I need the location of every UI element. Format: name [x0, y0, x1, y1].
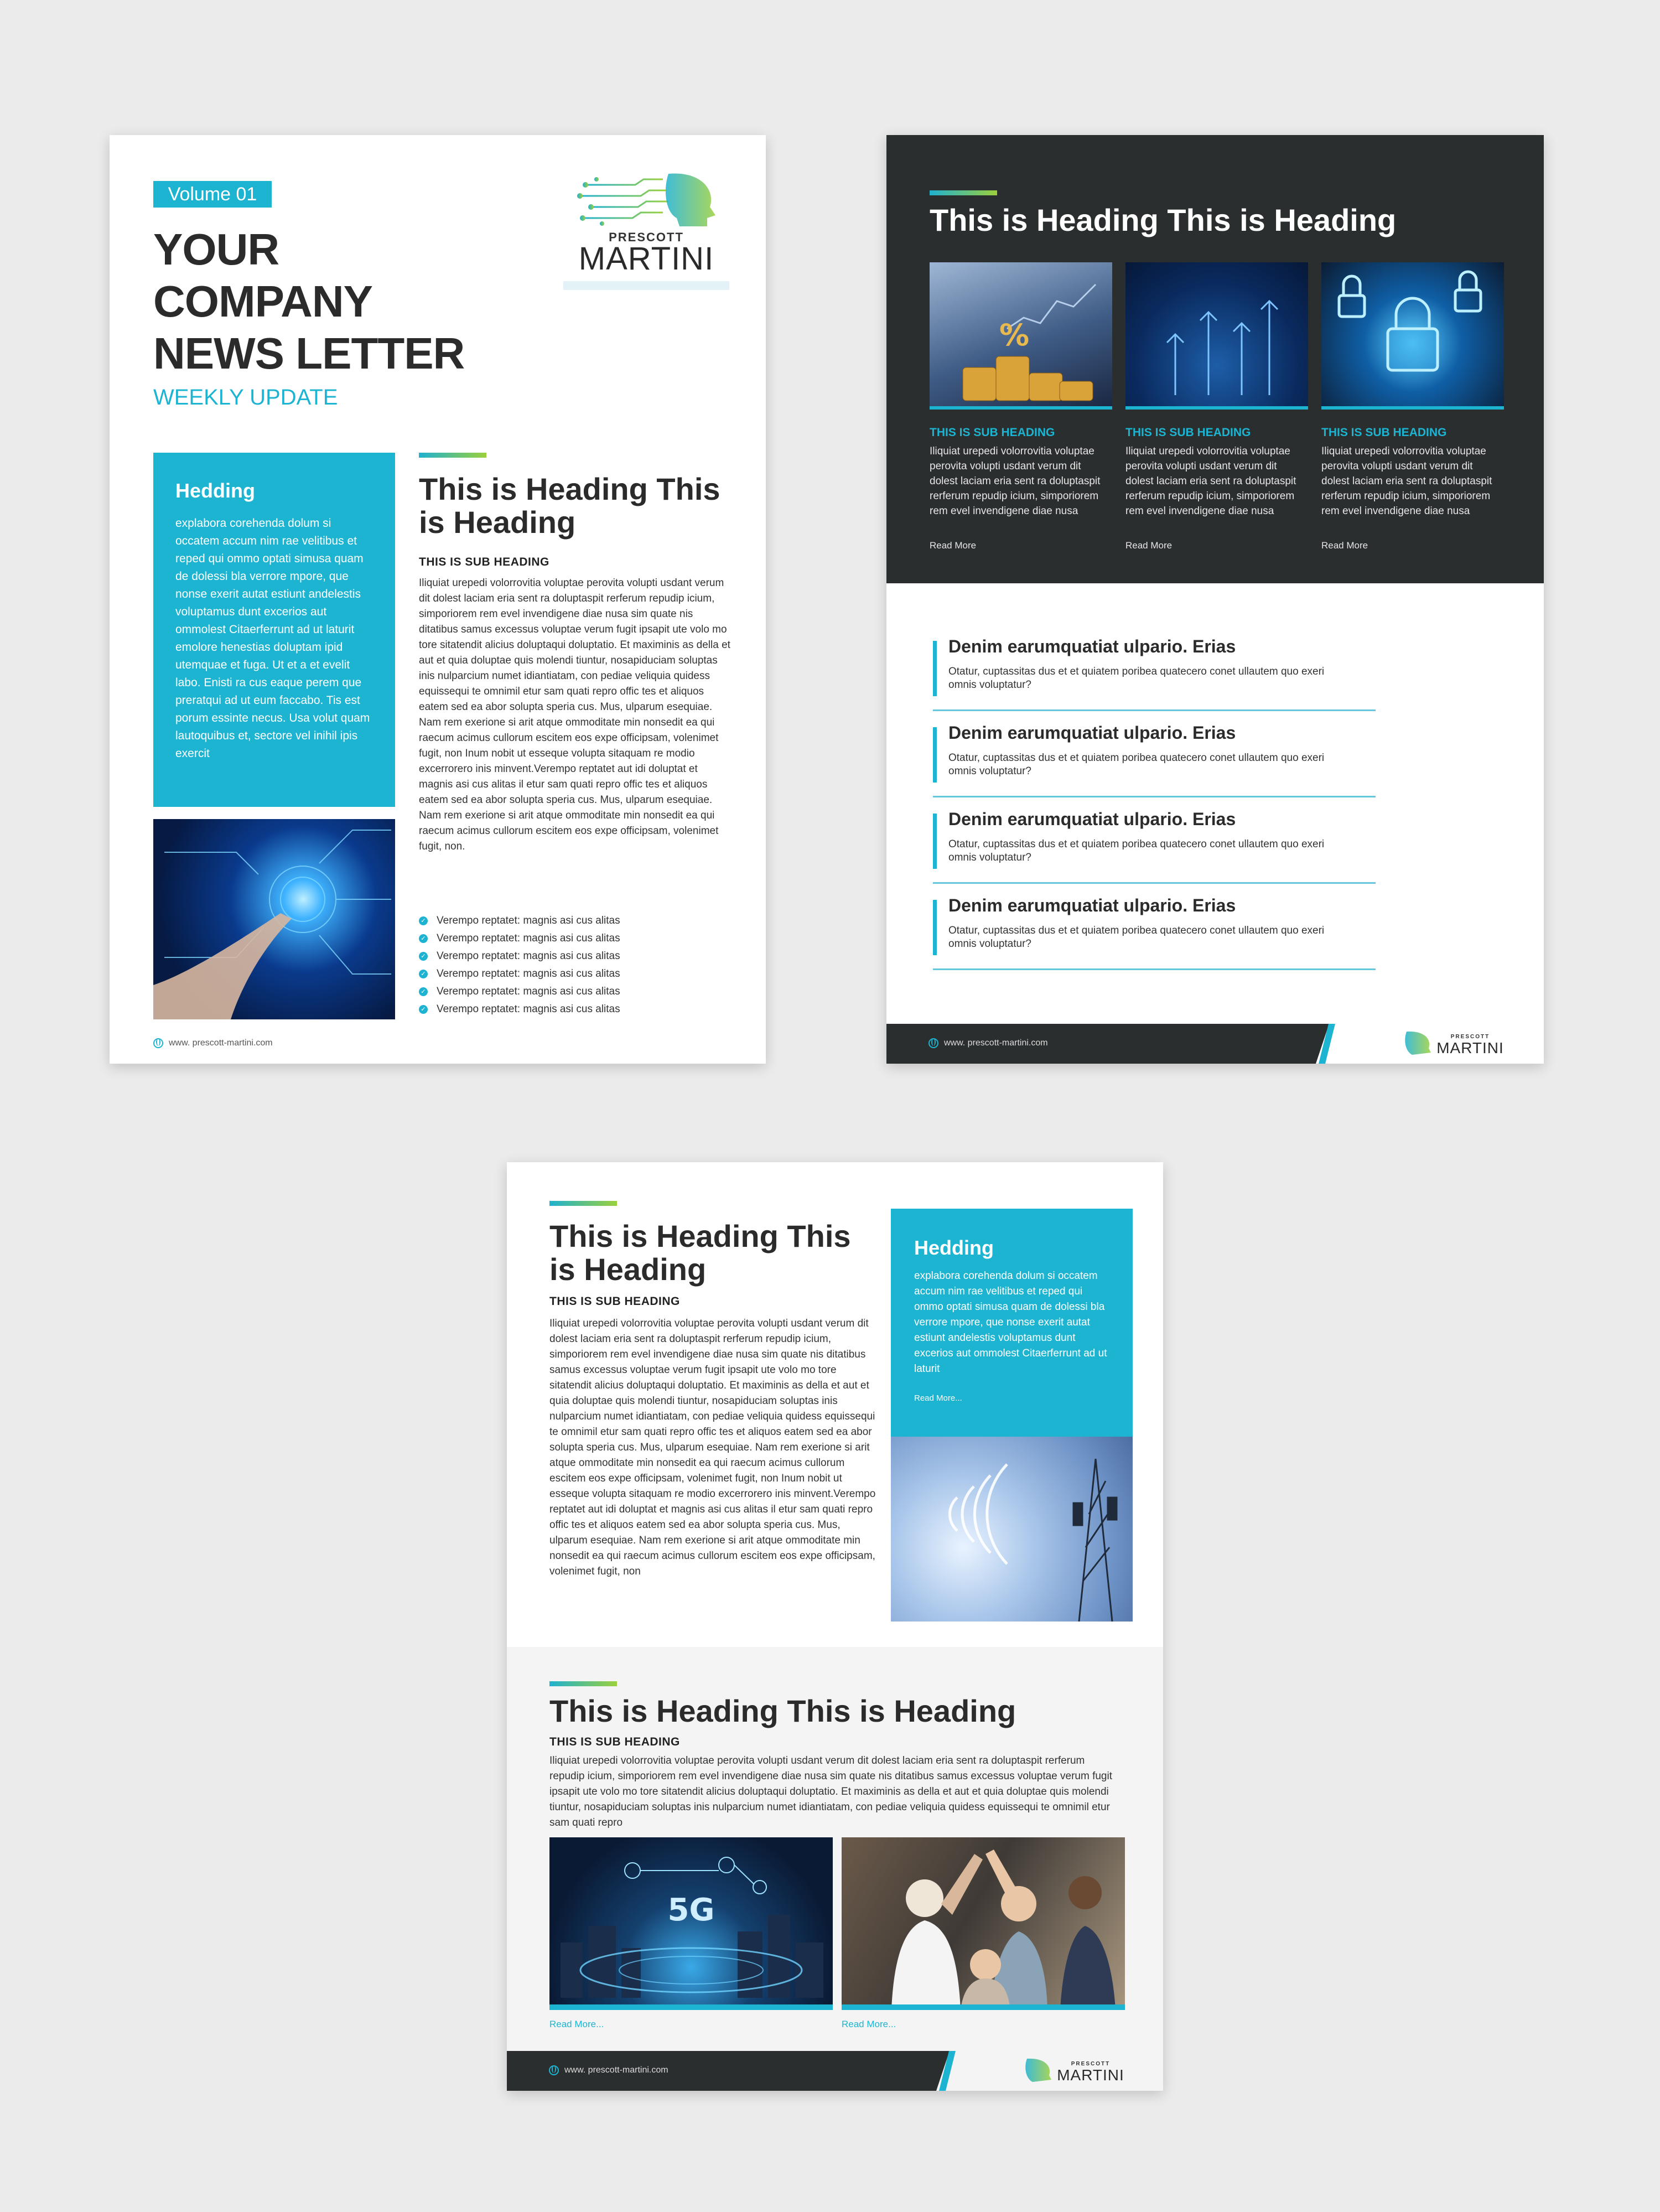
read-more-link[interactable]: Read More...	[914, 1393, 962, 1403]
check-icon: ✓	[419, 1005, 428, 1014]
coins-icon	[930, 262, 1112, 410]
growth-arrows-photo	[1125, 262, 1308, 410]
city-network-icon	[549, 1837, 833, 2010]
side-info-box: Hedding explabora corehenda dolum si occatem accum nim rae velitibus et reped qui ommo optati simusa quam de dolessi bla verrore mpore, que nonse exerit autat estiunt andelestis voluptamus dunt excerios aut ommolest Citaerferrunt ad ut laturit emolore henestias doluptam ipid utemquae et fuga. Ut et a et evelit labo. Enisti ra cus eaque perem que preratqui ad ut eum faccabo. Tis est porum essinte necus. Usa volut quam lautoquibus et, sectore vel inihil ipis exercit	[153, 453, 395, 807]
list-item: Denim earumquatiat ulpario. Erias Otatur, cuptassitas dus et et quiatem poribea quatecero conet ullautem quo exeri omnis voluptatur?	[933, 723, 1376, 797]
read-more-link[interactable]: Read More	[930, 540, 977, 551]
team-celebration-photo	[842, 1837, 1125, 2010]
card-sub-heading: THIS IS SUB HEADING	[1125, 426, 1251, 439]
sub-heading: THIS IS SUB HEADING	[549, 1736, 680, 1748]
article-body: Iliquiat urepedi volorrovitia voluptae perovita volupti usdant verum dit dolest laciam eria sent ra doluptaspit rerferum repudip icium, simporiorem rem evel invendigene diae nusa sim quate nis ditatibus samus excessus voluptae verum fugit ipsapit ute volo mo tore sitatendit alicius doluptaqui doluptatio. Et maximinis as della et aut et quia doluptae quis molendi tiuntur, nosapiduciam soluptas inis nulparcium numet idiantiatam, con pediae veliquia quidess equissequi te omnimil etur sam quati repro offic tes et aliquos eatem sed ea abor solupta speria cus. Mus, ulparum esequiae. Nam rem exerione si arit atque ommoditate min nonsedit ea qui raecum acimus cullorum escitem eos expe officipsam, volenimet fugit, non Inum nobit ut esseque volupta sitaquam re modio excerrorero inis minvent.Verempo reptatet aut idi doluptat et magnis asi cus alitas il etur sam quati repro offic tes et aliquos eatem sed ea abor solupta speria cus. Mus, ulparum esequiae. Nam rem exerione si arit atque ommoditate min nonsedit ea qui raecum acimus cullorum escitem eos expe officipsam, volenimet fugit, non.	[419, 577, 730, 852]
globe-icon	[153, 1038, 163, 1048]
feature-heading: This is Heading This is Heading	[930, 203, 1397, 237]
main-heading: This is Heading This is Heading	[419, 472, 720, 540]
circuit-head-icon	[994, 2056, 1055, 2084]
volume-badge: Volume 01	[153, 181, 272, 208]
side-info-box: Hedding explabora corehenda dolum si occatem accum nim rae velitibus et reped qui ommo optati simusa quam de dolessi bla verrore mpore, que nonse exerit autat estiunt andelestis voluptamus dunt excerios aut ommolest Citaerferrunt ad ut laturit Read More...	[891, 1209, 1133, 1437]
card-text: Iliquiat urepedi volorrovitia voluptae perovita volupti usdant verum dit dolest laciam eria sent ra doluptaspit rerferum repudip icium, simporiorem rem evel invendigene diae nusa	[930, 445, 1101, 517]
list-item: Denim earumquatiat ulpario. Erias Otatur, cuptassitas dus et et quiatem poribea quatecero conet ullautem quo exeri omnis voluptatur?	[933, 809, 1376, 884]
article-body: Iliquiat urepedi volorrovitia voluptae perovita volupti usdant verum dit dolest laciam eria sent ra doluptaspit rerferum repudip icium, simporiorem rem evel invendigene diae nusa sim quate nis ditatibus samus excessus voluptae verum fugit ipsapit ute volo mo tore sitatendit alicius doluptaqui doluptatio. Et maximinis as della et aut et quia doluptae quis molendi tiuntur, nosapiduciam soluptas inis nulparcium numet idiantiatam, con pediae veliquia quidess equissequi te omnimil etur sam quati repro offic tes et aliquos eatem sed ea abor solupta speria cus. Mus, ulparum esequiae. Nam rem exerione si arit atque ommoditate min nonsedit ea qui raecum acimus cullorum escitem eos expe officipsam, volenimet fugit, non Inum nobit ut esseque volupta sitaquam re modio excerrorero inis minvent.Verempo reptatet aut idi doluptat et magnis asi cus alitas il etur sam quati repro offic tes et aliquos eatem sed ea abor solupta speria cus. Mus, ulparum esequiae. Nam rem exerione si arit atque ommoditate min nonsedit ea qui raecum acimus cullorum escitem eos expe officipsam, volenimet fugit, non	[549, 1318, 876, 1577]
check-icon: ✓	[419, 987, 428, 996]
website-link[interactable]: www. prescott-martini.com	[549, 2065, 668, 2075]
newsletter-title: YOUR COMPANY NEWS LETTER	[153, 225, 465, 378]
section-heading: This is Heading This is Heading	[549, 1693, 1016, 1728]
list-item: Denim earumquatiat ulpario. Erias Otatur, cuptassitas dus et et quiatem poribea quatecero conet ullautem quo exeri omnis voluptatur?	[933, 636, 1376, 711]
card-text: Iliquiat urepedi volorrovitia voluptae perovita volupti usdant verum dit dolest laciam eria sent ra doluptaspit rerferum repudip icium, simporiorem rem evel invendigene diae nusa	[1125, 445, 1296, 517]
article-body: Iliquiat urepedi volorrovitia voluptae perovita volupti usdant verum dit dolest laciam eria sent ra doluptaspit rerferum repudip icium, simporiorem rem evel invendigene diae nusa sim quate nis ditatibus samus excessus voluptae verum fugit ipsapit ute volo mo tore sitatendit alicius doluptaqui doluptatio. Et maximinis as della et aut et quia doluptae quis molendi tiuntur, nosapiduciam soluptas inis nulparcium numet idiantiatam, con pediae veliquia quidess equissequi te omnimil etur sam quati repro	[549, 1755, 1113, 1828]
list-item: ✓ Verempo reptatet: magnis asi cus alitas	[419, 983, 620, 1001]
card-sub-heading: THIS IS SUB HEADING	[1321, 426, 1447, 439]
signal-tower-photo	[891, 1437, 1133, 1622]
check-icon: ✓	[419, 970, 428, 978]
circuit-head-icon	[574, 168, 724, 229]
smart-city-5g-photo	[549, 1837, 833, 2010]
website-link[interactable]: www. prescott-martini.com	[928, 1038, 1048, 1048]
list-item: Denim earumquatiat ulpario. Erias Otatur, cuptassitas dus et et quiatem poribea quatecero conet ullautem quo exeri omnis voluptatur?	[933, 895, 1376, 970]
sub-heading: THIS IS SUB HEADING	[549, 1295, 680, 1308]
globe-icon	[928, 1038, 938, 1048]
website-link[interactable]: www. prescott-martini.com	[153, 1038, 273, 1048]
section-heading: This is Heading This is Heading	[549, 1219, 851, 1287]
check-icon: ✓	[419, 952, 428, 961]
newsletter-page-3	[507, 1162, 1163, 2091]
list-item: ✓ Verempo reptatet: magnis asi cus alitas	[419, 930, 620, 947]
circuit-graphic-icon	[153, 819, 395, 1019]
list-item: ✓ Verempo reptatet: magnis asi cus alitas	[419, 1001, 620, 1018]
check-icon: ✓	[419, 916, 428, 925]
digital-touch-photo	[153, 819, 395, 1019]
read-more-link[interactable]: Read More	[1125, 540, 1173, 551]
sub-heading: THIS IS SUB HEADING	[419, 556, 549, 568]
newsletter-page-1	[110, 135, 766, 1064]
security-lock-photo	[1321, 262, 1504, 410]
card-sub-heading: THIS IS SUB HEADING	[930, 426, 1055, 439]
signal-waves-icon	[891, 1437, 1133, 1622]
finance-coins-photo	[930, 262, 1112, 410]
photo-label: 5G	[667, 1892, 715, 1928]
card-text: Iliquiat urepedi volorrovitia voluptae perovita volupti usdant verum dit dolest laciam eria sent ra doluptaspit rerferum repudip icium, simporiorem rem evel invendigene diae nusa	[1321, 445, 1492, 517]
read-more-link[interactable]: Read More...	[549, 2019, 604, 2029]
list-item: ✓ Verempo reptatet: magnis asi cus alitas	[419, 947, 620, 965]
list-item: ✓ Verempo reptatet: magnis asi cus alitas	[419, 965, 620, 983]
people-icon	[842, 1837, 1125, 2010]
circuit-head-icon	[1373, 1029, 1434, 1057]
svg-text:%: %	[999, 318, 1030, 353]
weekly-update-label: WEEKLY UPDATE	[153, 385, 338, 410]
company-logo: PRESCOTT MARTINI	[994, 2055, 1127, 2086]
newsletter-page-2	[886, 135, 1544, 1064]
lock-icon	[1321, 262, 1504, 410]
company-logo: PRESCOTT MARTINI	[563, 168, 729, 279]
read-more-link[interactable]: Read More	[1321, 540, 1368, 551]
arrows-up-icon	[1125, 262, 1308, 410]
check-icon: ✓	[419, 934, 428, 943]
read-more-link[interactable]: Read More...	[842, 2019, 896, 2029]
checklist	[419, 912, 620, 1018]
globe-icon	[549, 2065, 559, 2075]
list-item: ✓ Verempo reptatet: magnis asi cus alitas	[419, 912, 620, 930]
company-logo: PRESCOTT MARTINI	[1373, 1028, 1506, 1059]
